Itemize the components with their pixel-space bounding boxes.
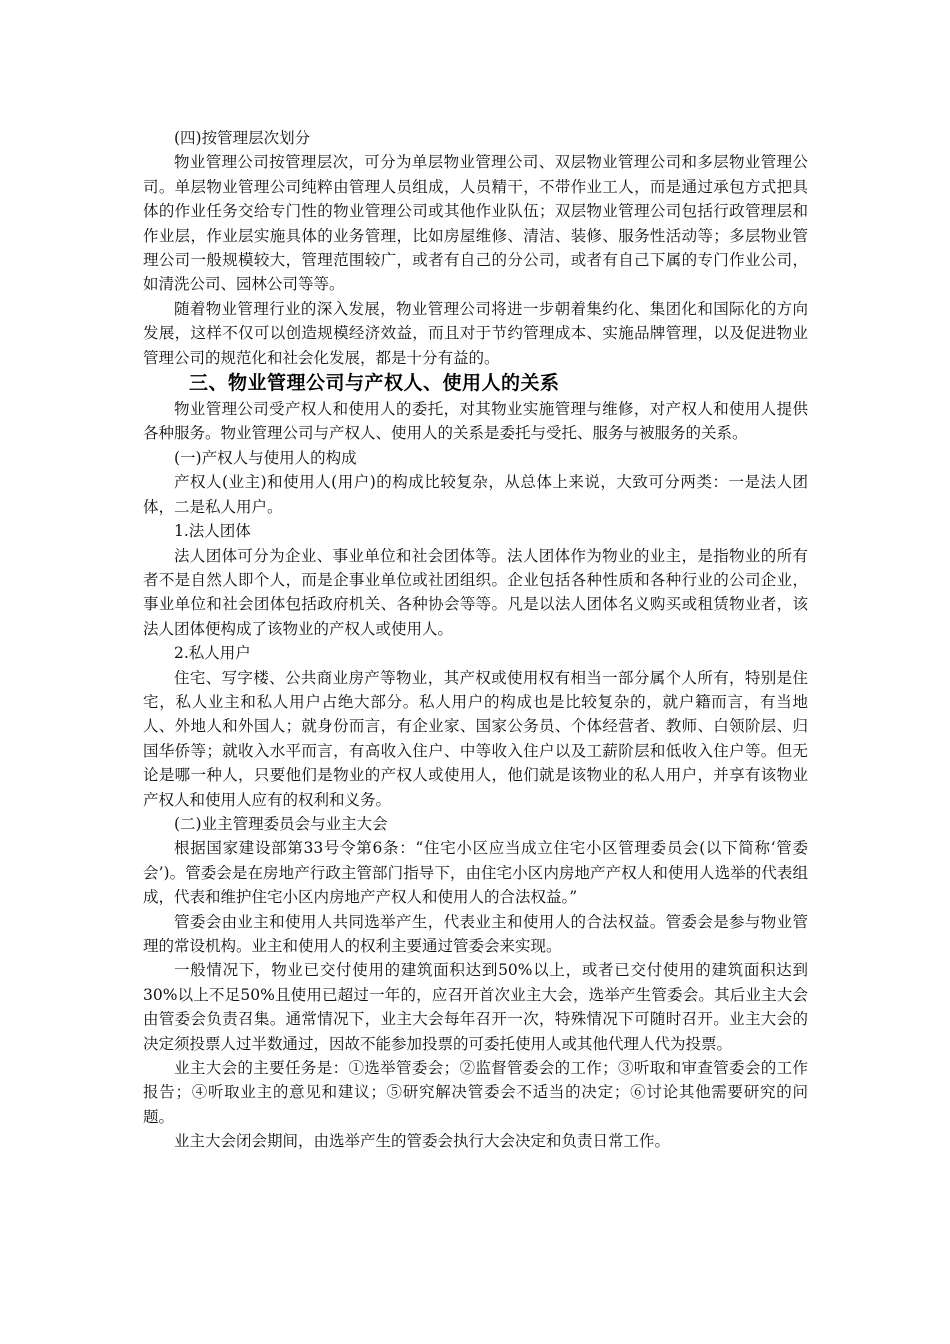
- body-paragraph: 业主大会的主要任务是：①选举管委会；②监督管委会的工作；③听取和审查管委会的工作报告；④听取业主的意见和建议；⑤研究解决管委会不适当的决定；⑥讨论其他需要研究的问题。: [143, 1059, 808, 1126]
- body-paragraph: 管委会由业主和使用人共同选举产生，代表业主和使用人的合法权益。管委会是参与物业管理的常设机构。业主和使用人的权利主要通过管委会来实现。: [143, 912, 808, 955]
- section-heading: 三、物业管理公司与产权人、使用人的关系: [189, 372, 560, 395]
- body-paragraph: 根据国家建设部第33号令第6条：“住宅小区应当成立住宅小区管理委员会(以下简称‘管委会’)。管委会是在房地产行政主管部门指导下，由住宅小区内房地产产权人和使用人选举的代表组成，代表和维护住宅小区内房地产产权人和使用人的合法权益。”: [143, 839, 808, 907]
- body-paragraph: 产权人(业主)和使用人(用户)的构成比较复杂，从总体上来说，大致可分两类：一是法人团体，二是私人用户。: [143, 473, 808, 516]
- subheading-legal-entity: 1.法人团体: [174, 522, 251, 541]
- body-paragraph: 物业管理公司受产权人和使用人的委托，对其物业实施管理与维修，对产权人和使用人提供各种服务。物业管理公司与产权人、使用人的关系是委托与受托、服务与被服务的关系。: [143, 400, 808, 443]
- subheading-private-user: 2.私人用户: [174, 644, 251, 663]
- body-paragraph: 随着物业管理行业的深入发展，物业管理公司将进一步朝着集约化、集团化和国际化的方向发展，这样不仅可以创造规模经济效益，而且对于节约管理成本、实施品牌管理，以及促进物业管理公司的规范化和社会化发展，都是十分有益的。: [143, 299, 808, 367]
- subheading-management-levels: (四)按管理层次划分: [174, 129, 311, 147]
- body-paragraph: 业主大会闭会期间，由选举产生的管委会执行大会决定和负责日常工作。: [174, 1132, 671, 1151]
- subheading-composition: (一)产权人与使用人的构成: [174, 448, 357, 467]
- subheading-owners-committee: (二)业主管理委员会与业主大会: [174, 814, 388, 833]
- document-page: [143, 126, 808, 1154]
- body-paragraph: 法人团体可分为企业、事业单位和社会团体等。法人团体作为物业的业主，是指物业的所有者不是自然人即个人，而是企事业单位或社团组织。企业包括各种性质和各种行业的公司企业，事业单位和社会团体包括政府机关、各种协会等等。凡是以法人团体名义购买或租赁物业者，该法人团体便构成了该物业的产权人或使用人。: [143, 546, 808, 638]
- body-paragraph: 住宅、写字楼、公共商业房产等物业，其产权或使用权有相当一部分属个人所有，特别是住宅，私人业主和私人用户占绝大部分。私人用户的构成也是比较复杂的，就户籍而言，有当地人、外地人和外国人；就身份而言，有企业家、国家公务员、个体经营者、教师、白领阶层、归国华侨等；就收入水平而言，有高收入住户、中等收入住户以及工薪阶层和低收入住户等。但无论是哪一种人，只要他们是物业的产权人或使用人，他们就是该物业的私人用户，并享有该物业产权人和使用人应有的权利和义务。: [143, 668, 808, 809]
- body-paragraph: 一般情况下，物业已交付使用的建筑面积达到50%以上，或者已交付使用的建筑面积达到30%以上不足50%且使用已超过一年的，应召开首次业主大会，选举产生管委会。其后业主大会由管委会负责召集。通常情况下，业主大会每年召开一次，特殊情况下可随时召开。业主大会的决定须投票人过半数通过，因故不能参加投票的可委托使用人或其他代理人代为投票。: [143, 961, 808, 1053]
- body-paragraph: 物业管理公司按管理层次，可分为单层物业管理公司、双层物业管理公司和多层物业管理公司。单层物业管理公司纯粹由管理人员组成，人员精干，不带作业工人，而是通过承包方式把具体的作业任务交给专门性的物业管理公司或其他作业队伍；双层物业管理公司包括行政管理层和作业层，作业层实施具体的业务管理，比如房屋维修、清洁、装修、服务性活动等；多层物业管理公司一般规模较大，管理范围较广，或者有自己的分公司，或者有自己下属的专门作业公司，如清洗公司、园林公司等等。: [143, 153, 808, 294]
